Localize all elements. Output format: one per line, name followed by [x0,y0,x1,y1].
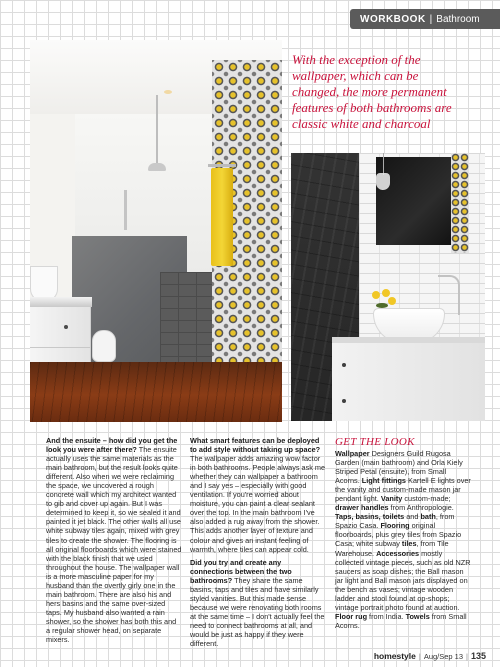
pendant-cord [383,153,384,175]
page-footer [374,651,486,661]
pull-quote: With the exception of the wallpaper, which can be changed, the more permanent features of both bathrooms are classic white and charcoal [292,52,452,131]
section-header-tab [350,9,500,29]
drawer-knob [342,363,346,367]
mirror [376,157,454,245]
footer-separator: | [418,652,421,661]
mason-jar-pendant-light [376,173,390,190]
rain-shower-pipe [156,95,158,165]
get-the-look-box [335,436,471,630]
look-label: Towels [405,611,430,621]
interview-answer: They share the same basins, taps and tiles and have similarly styled vanities. But this made sense because we were renovating both rooms at the same time – I don't actually feel the need to connect bathrooms at all, and would be just as happy if they were different. [190,575,325,649]
towel-rail [208,164,236,167]
toilet [92,330,116,362]
ensuite-vanity [332,337,485,421]
look-text: from Anthropologie. [388,503,454,513]
interview-question: Did you try and create any connections between the two bathrooms? [190,557,292,585]
article-paragraph [190,558,326,648]
look-text: Designers Guild Rugosa Garden (main bathroom) and Orla Kiely Striped Petal (ensuite), from Small Acorns. [335,449,463,486]
look-text: from India. [367,611,406,621]
footer-separator: | [466,652,468,661]
yellow-towel [211,168,233,266]
section-subtitle: Bathroom [436,13,480,25]
look-text: , from Tile Warehouse. [335,539,449,558]
look-label: drawer handles [335,503,389,513]
vanity-countertop [30,297,92,307]
article-column-1 [46,436,182,644]
wooden-floorboards [30,362,282,422]
page-number: 135 [470,651,486,661]
get-the-look-title: GET THE LOOK [335,436,415,448]
header-separator: | [429,13,433,25]
wallpaper-strip [451,153,469,253]
drawer-divider [30,347,90,348]
get-the-look-list [335,449,471,630]
look-label: Accessories [376,548,420,558]
interview-question: What smart features can be deployed to add style without taking up space? [190,436,321,455]
interview-question: And the ensuite – how did you get the look you were after there? [46,436,178,455]
look-text: from Small Acorns. [335,611,467,630]
look-label: bath [420,512,436,522]
issue-date: Aug/Sep 13 [423,652,464,661]
look-text: and [404,512,421,522]
drawer-knob [64,325,68,329]
look-text: original floorboards, plus grey tiles from Spazio Casa; white subway [335,521,462,549]
interview-answer: The wallpaper adds amazing wow factor in both bathrooms. People always ask me whether they can wallpaper a bathroom and I say yes – especially with good ventilation. If you're worried about moisture, you can paint a clear sealant over the top. In the main bathroom I've also added a rug away from the shower. This adds another layer of texture and colour and gives an instant feeling of warmth, where tiles can appear cold. [190,454,326,554]
look-text: custom-made; [402,494,451,504]
look-text: , from Spazio Casa. [335,512,455,531]
article-paragraph [190,436,326,554]
article-column-2 [190,436,326,648]
section-title: WORKBOOK [360,13,426,25]
look-label: Floor rug [335,611,368,621]
look-label: Taps, basins, toilets [335,512,405,522]
look-label: Light fittings [361,476,406,486]
look-label: Wallpaper [335,449,370,458]
ceiling-light [164,90,172,94]
look-label: Vanity [380,494,403,504]
hand-shower [124,190,127,230]
look-text: Kartell E lights over the vanity and custom-made mason jar pendant light. [335,476,471,504]
look-text: mostly collected vintage pieces, such as old NZR saucers as soap dishes; the Ball mason jar light and Ball mason jars displayed on the bench as vases; vintage wooden ladder and stool found at op-shops; vintage portrait photo found at auction. [335,548,471,612]
look-label: tiles [401,539,417,549]
look-label: Flooring [380,521,410,531]
drawer-knob [342,399,346,403]
interview-answer: The ensuite actually uses the same materials as the main bathroom, but the result looks quite different. Also when we were reclaiming the space, we uncovered a rough concrete wall which my architect wanted to gib and cover up again. But I was determined to keep it, so we sealed it and painted it jet black. The other walls all use white subway tiles again, mixed with grey tiles to create the shower. The flooring is all original floorboards which were stained with the black finish that we used throughout the house. The wallpaper wall is a more masculine paper for my husband than the overtly girly one in the main bathroom. There are also his and hers basins and the same over-sized taps. My husband also wanted a rain shower, so the shower has both this and a regular shower head, on separate mixers. [46,445,182,645]
rain-shower-head [148,163,166,171]
ensuite-photo [291,153,485,421]
magazine-brand: homestyle [373,651,416,661]
main-bathroom-photo [30,40,282,422]
article-paragraph [46,436,182,644]
